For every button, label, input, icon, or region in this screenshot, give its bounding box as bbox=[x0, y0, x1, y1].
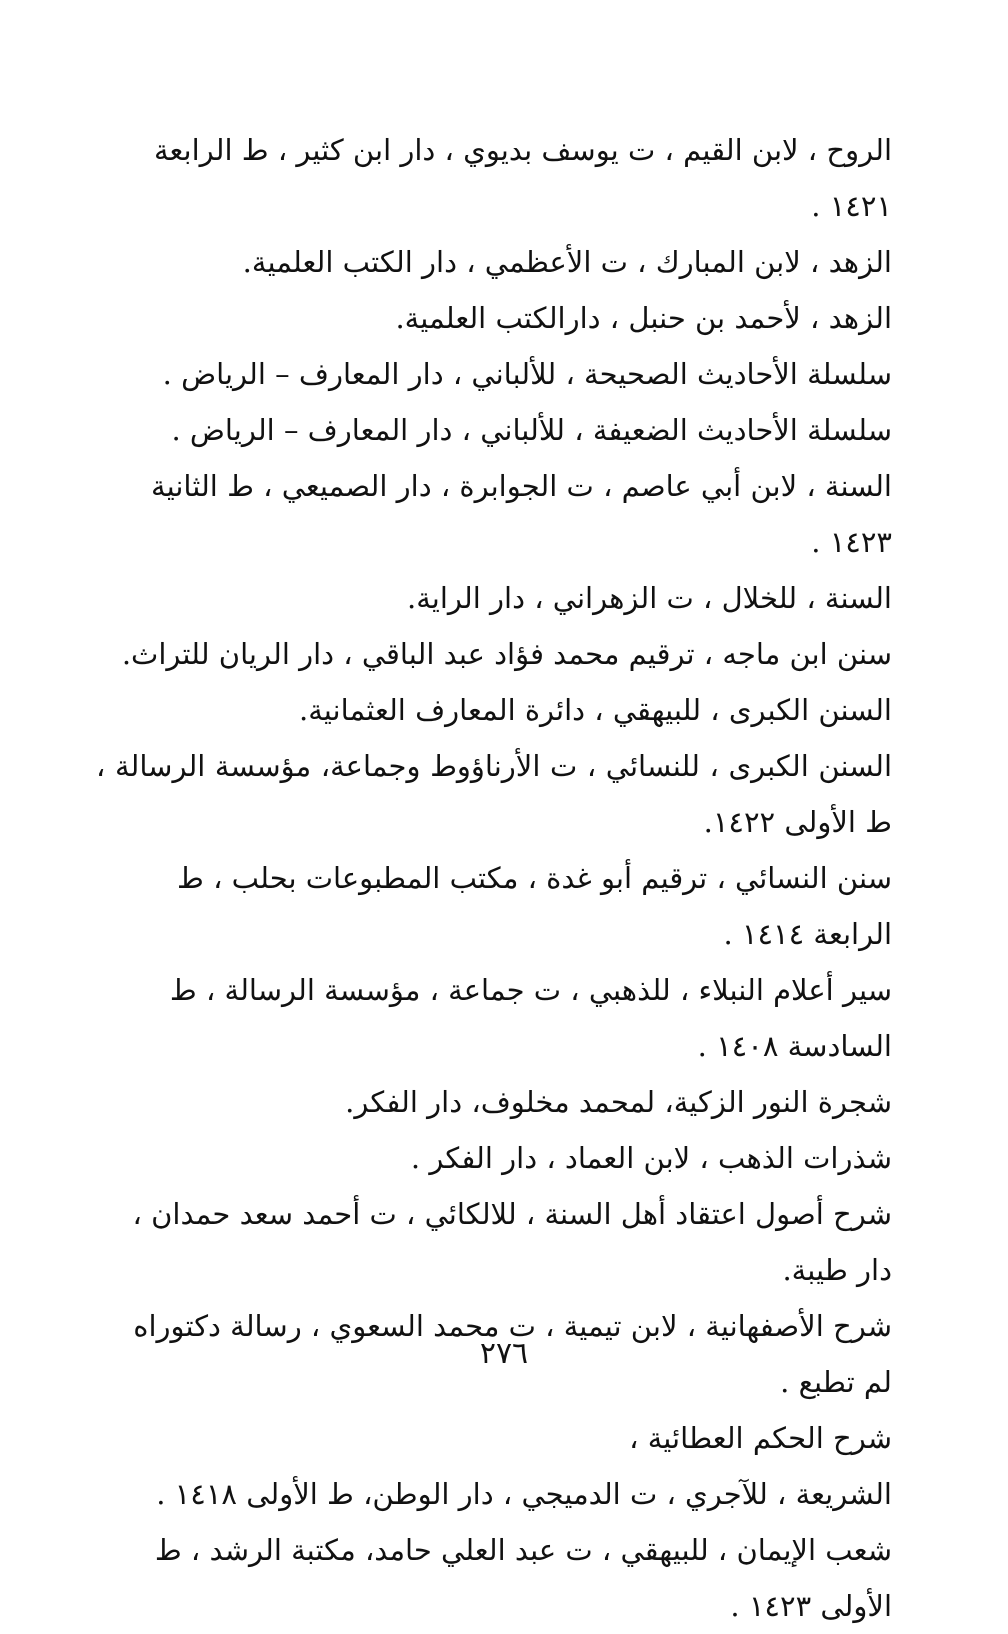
reference-entry: سنن ابن ماجه ، ترقيم محمد فؤاد عبد الباقي ، دار الريان للتراث. bbox=[121, 637, 892, 671]
reference-entry: سنن النسائي ، ترقيم أبو غدة ، مكتب المطبوعات بحلب ، ط الرابعة ١٤١٤ . bbox=[177, 861, 892, 951]
reference-entry: السنة ، للخلال ، ت الزهراني ، دار الراية. bbox=[407, 581, 892, 615]
reference-entry: سلسلة الأحاديث الضعيفة ، للألباني ، دار المعارف – الرياض . bbox=[171, 413, 892, 447]
reference-entry: السنة ، لابن أبي عاصم ، ت الجوابرة ، دار الصميعي ، ط الثانية ١٤٢٣ . bbox=[151, 469, 892, 559]
reference-entry: شرح الأصفهانية ، لابن تيمية ، ت محمد السعوي ، رسالة دكتوراه لم تطبع . bbox=[133, 1309, 892, 1399]
reference-entry: سير أعلام النبلاء ، للذهبي ، ت جماعة ، مؤسسة الرسالة ، ط السادسة ١٤٠٨ . bbox=[169, 973, 892, 1063]
reference-entry: السنن الكبرى ، للنسائي ، ت الأرناؤوط وجماعة، مؤسسة الرسالة ، ط الأولى ١٤٢٢. bbox=[96, 749, 892, 839]
reference-entry: السنن الكبرى ، للبيهقي ، دائرة المعارف العثمانية. bbox=[299, 693, 892, 727]
reference-entry: شعب الإيمان ، للبيهقي ، ت عبد العلي حامد، مكتبة الرشد ، ط الأولى ١٤٢٣ . bbox=[154, 1533, 892, 1623]
reference-entry: الزهد ، لأحمد بن حنبل ، دارالكتب العلمية. bbox=[395, 301, 892, 335]
reference-entry: شرح الحكم العطائية ، bbox=[629, 1421, 892, 1455]
reference-entry: شجرة النور الزكية، لمحمد مخلوف، دار الفكر. bbox=[345, 1085, 892, 1119]
reference-entry: سلسلة الأحاديث الصحيحة ، للألباني ، دار المعارف – الرياض . bbox=[162, 357, 892, 391]
reference-entry: الروح ، لابن القيم ، ت يوسف بديوي ، دار ابن كثير ، ط الرابعة ١٤٢١ . bbox=[154, 133, 892, 223]
page-number: ٢٧٦ bbox=[479, 1336, 529, 1371]
reference-entry: شرح أصول اعتقاد أهل السنة ، للالكائي ، ت أحمد سعد حمدان ، دار طيبة. bbox=[132, 1197, 892, 1287]
reference-entry: شذرات الذهب ، لابن العماد ، دار الفكر . bbox=[410, 1141, 892, 1175]
reference-entry: الزهد ، لابن المبارك ، ت الأعظمي ، دار الكتب العلمية. bbox=[242, 245, 892, 279]
bibliography-list bbox=[96, 122, 892, 1634]
reference-entry: الشريعة ، للآجري ، ت الدميجي ، دار الوطن، ط الأولى ١٤١٨ . bbox=[156, 1477, 892, 1511]
